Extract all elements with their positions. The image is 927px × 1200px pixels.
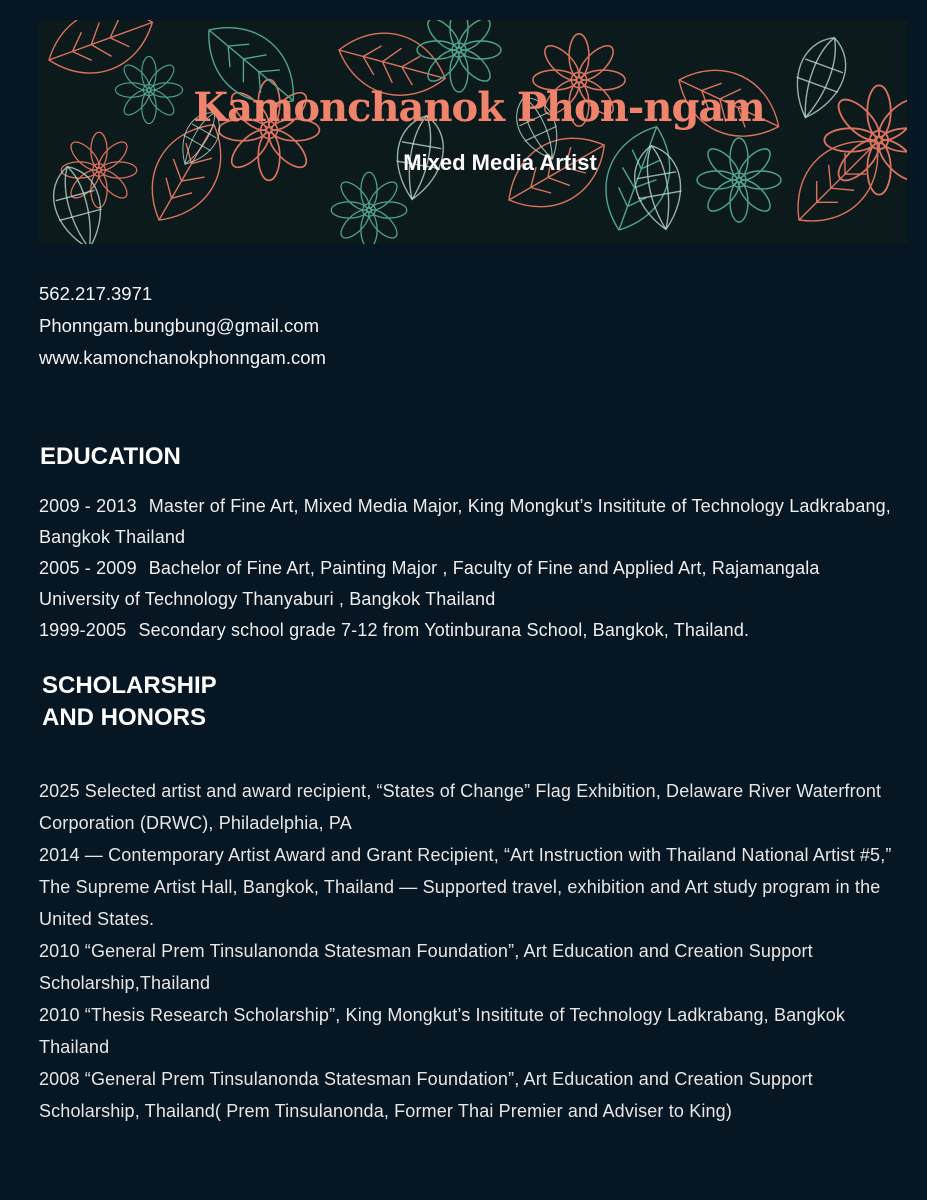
honor-entry: 2025 Selected artist and award recipient, “States of Change” Flag Exhibition, Delaware River Waterfront Corporation (DRWC), Philadelphia, PA [39,781,882,833]
scholarship-heading [42,670,262,734]
education-entry [39,491,899,553]
artist-name: Kamonchanok Phon-ngam [193,84,765,131]
contact-info [39,278,326,374]
education-entry [39,553,899,615]
education-entry [39,615,899,646]
website-url: www.kamonchanokphonngam.com [39,347,326,368]
header-banner [39,20,907,244]
education-text: Bachelor of Fine Art, Painting Major , Faculty of Fine and Applied Art, Rajamangala University of Technology Thanyaburi , Bangkok Thailand [39,558,820,609]
floral-pattern-image [39,20,907,244]
email-address: Phonngam.bungbung@gmail.com [39,315,320,336]
education-years: 1999-2005 [39,620,127,640]
education-text: Master of Fine Art, Mixed Media Major, King Mongkut’s Insititute of Technology Ladkrabang, Bangkok Thailand [39,496,891,547]
education-text: Secondary school grade 7-12 from Yotinburana School, Bangkok, Thailand. [138,620,750,640]
scholarship-heading-line2: AND HONORS [42,704,207,731]
scholarship-heading-line1: SCHOLARSHIP [42,672,217,699]
education-years: 2009 - 2013 [39,496,137,516]
education-years: 2005 - 2009 [39,558,137,578]
honors-list [39,775,899,1127]
artist-title: Mixed Media Artist [403,150,597,175]
honor-entry: 2014 — Contemporary Artist Award and Grant Recipient, “Art Instruction with Thailand National Artist #5,” The Supreme Artist Hall, Bangkok, Thailand — Supported travel, exhibition and Art study program in the United States. [39,845,892,929]
education-heading: EDUCATION [40,443,181,470]
honor-entry: 2010 “General Prem Tinsulanonda Statesman Foundation”, Art Education and Creation Support Scholarship,Thailand [39,941,813,993]
phone-number: 562.217.3971 [39,283,153,304]
honor-entry: 2008 “General Prem Tinsulanonda Statesman Foundation”, Art Education and Creation Support Scholarship, Thailand( Prem Tinsulanonda, Former Thai Premier and Adviser to King) [39,1069,813,1121]
education-list [39,491,899,646]
honor-entry: 2010 “Thesis Research Scholarship”, King Mongkut’s Insititute of Technology Ladkrabang, Bangkok Thailand [39,1005,846,1057]
